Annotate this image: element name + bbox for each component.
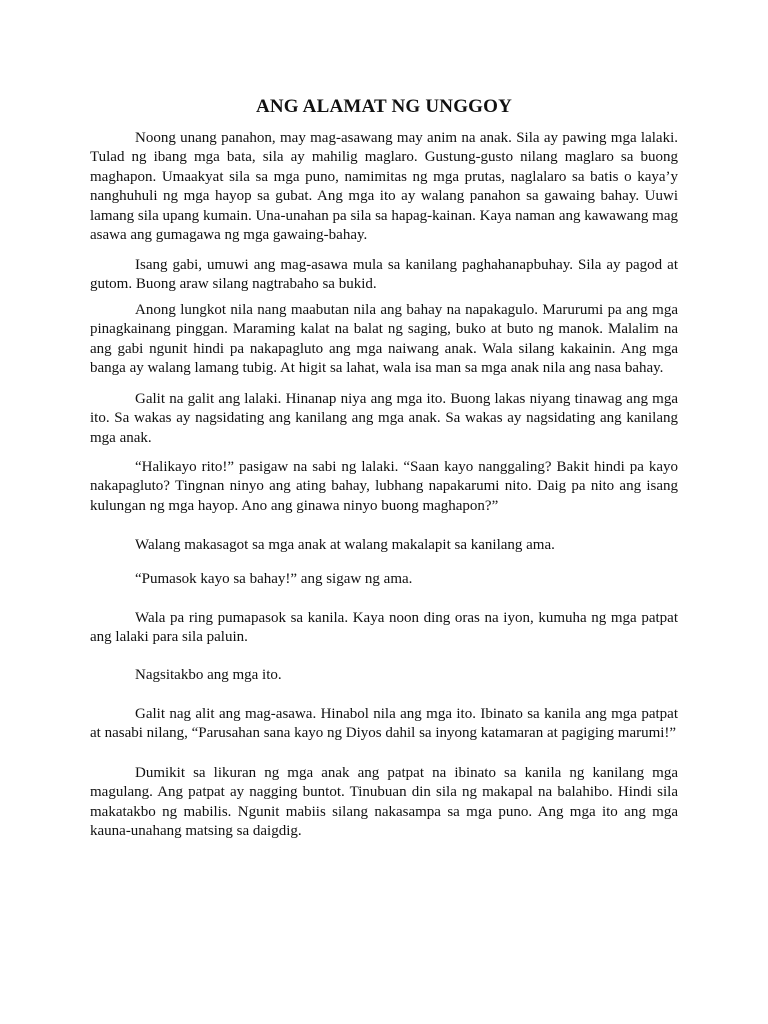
document-title: ANG ALAMAT NG UNGGOY <box>255 96 513 117</box>
paragraph-11: Dumikit sa likuran ng mga anak ang patpat na ibinato sa kanila ng kanilang mga magulang. Ang patpat ay nagging buntot. Tinubuan din sila ng makapal na balahibo. Hindi sila makatakbo ng mabilis. Ngunit mabiis silang nakasampa sa mga puno. Ang mga ito ang mga kauna-unahang matsing sa daigdig. <box>90 765 678 840</box>
paragraph-3: Anong lungkot nila nang maabutan nila ang bahay na napakagulo. Marurumi pa ang mga pinagkainang pinggan. Maraming kalat na balat ng saging, buko at buto ng manok. Malalim na ang gabi ngunit hindi pa nakapagluto ang mga naiwang anak. Wala silang kakainin. Ang mga banga ay walang lamang tubig. At higit sa lahat, wala isa man sa mga anak nila ang nasa bahay. <box>90 302 678 377</box>
paragraph-1: Noong unang panahon, may mag-asawang may anim na anak. Sila ay pawing mga lalaki. Tulad ng ibang mga bata, sila ay mahilig maglaro. Gustung-gusto nilang maglaro sa buong maghapon. Umaakyat sila sa mga puno, namimitas ng mga prutas, naglalaro sa batis o kaya’y nanghuhuli ng mga hayop sa gubat. Ang mga ito ay walang panahon sa gawaing bahay. Uuwi lamang sila upang kumain. Una-unahan pa sila sa hapag-kainan. Kaya naman ang kawawang mag asawa ang gumagawa ng mga gawaing-bahay. <box>90 130 678 244</box>
paragraph-6: Walang makasagot sa mga anak at walang makalapit sa kanilang ama. <box>135 537 555 553</box>
paragraph-9: Nagsitakbo ang mga ito. <box>135 667 282 683</box>
paragraph-4: Galit na galit ang lalaki. Hinanap niya ang mga ito. Buong lakas niyang tinawag ang mga ito. Sa wakas ay nagsidating ang kanilang ang mga anak. Sa wakas ay nagsidating ang kanilang mga anak. <box>90 391 678 446</box>
paragraph-7: “Pumasok kayo sa bahay!” ang sigaw ng ama. <box>135 571 413 587</box>
paragraph-2: Isang gabi, umuwi ang mag-asawa mula sa kanilang paghahanapbuhay. Sila ay pagod at gutom. Buong araw silang nagtrabaho sa bukid. <box>90 257 678 293</box>
paragraph-8: Wala pa ring pumapasok sa kanila. Kaya noon ding oras na iyon, kumuha ng mga patpat ang lalaki para sila paluin. <box>90 610 678 646</box>
paragraph-5: “Halikayo rito!” pasigaw na sabi ng lalaki. “Saan kayo nanggaling? Bakit hindi pa kayo nakapagluto? Tingnan ninyo ang ating bahay, lubhang napakarumi nito. Daig pa nito ang isang kulungan ng mga hayop. Ano ang ginawa ninyo buong maghapon?” <box>90 459 678 514</box>
paragraph-10: Galit nag alit ang mag-asawa. Hinabol nila ang mga ito. Ibinato sa kanila ang mga patpat at nasabi nilang, “Parusahan sana kayo ng Diyos dahil sa inyong katamaran at pagiging marumi!” <box>90 706 678 742</box>
